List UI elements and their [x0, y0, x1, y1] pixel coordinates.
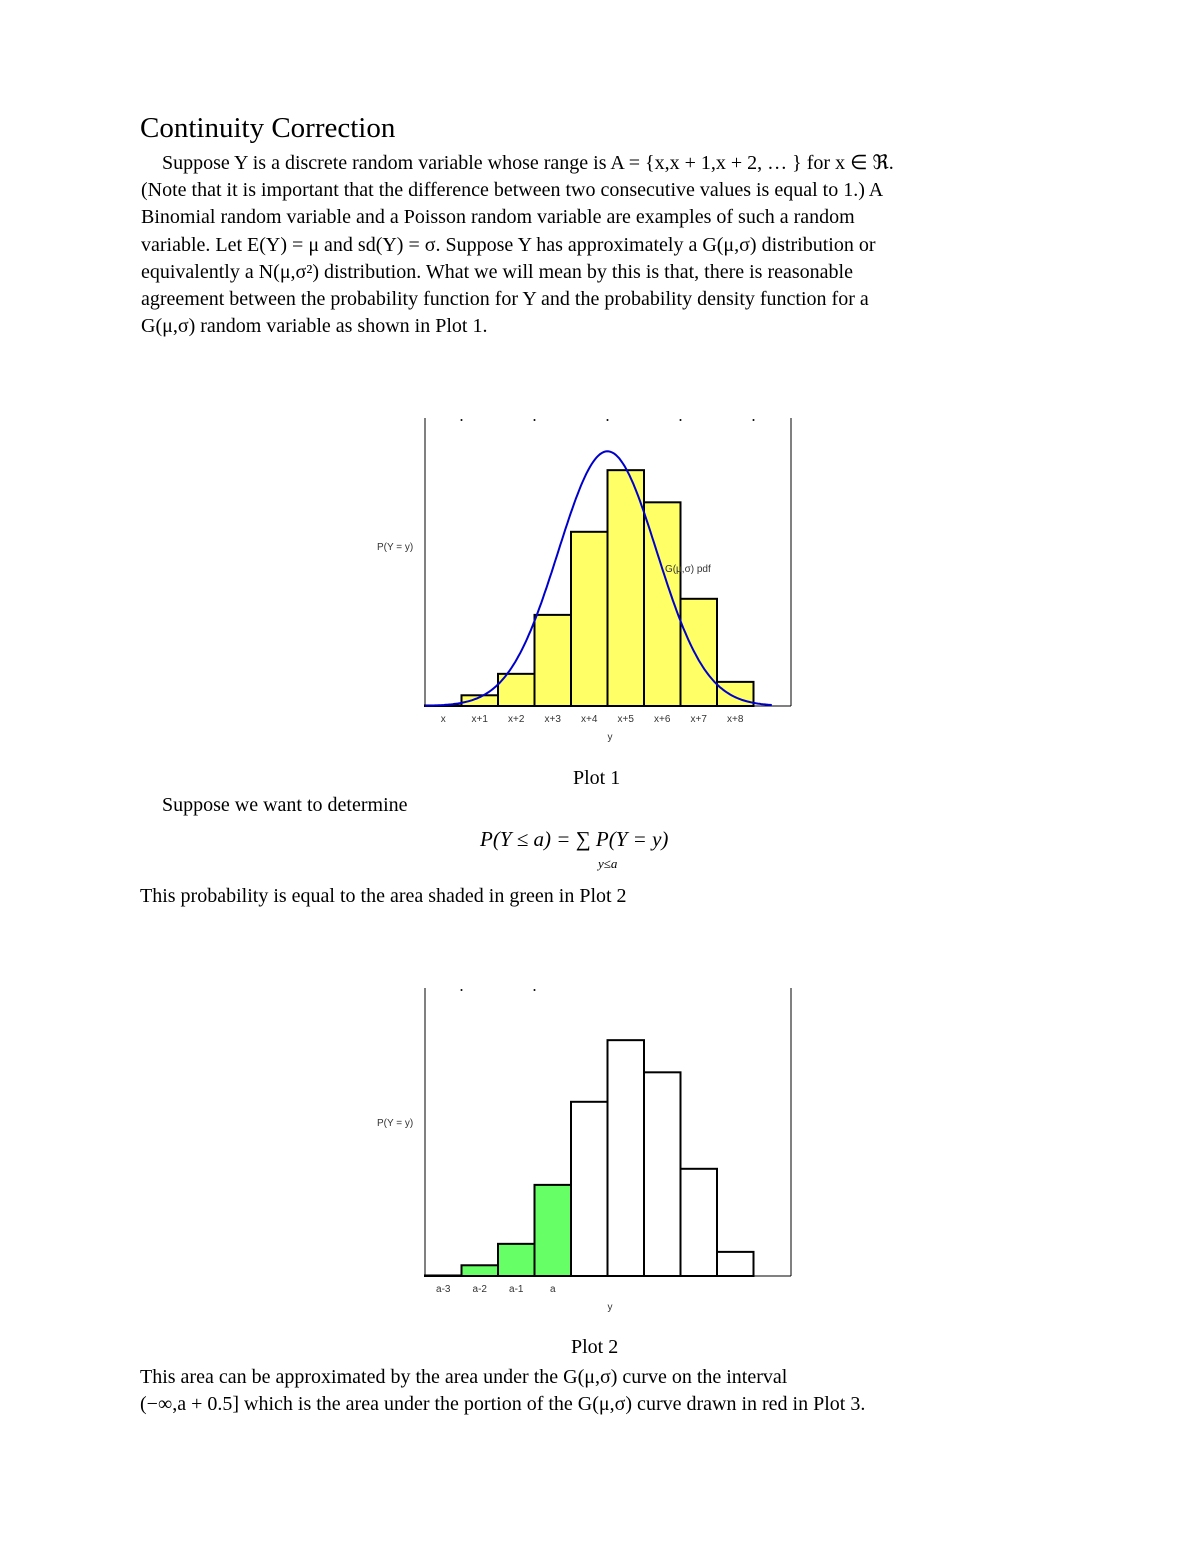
curve-label: G(μ,σ) pdf	[664, 564, 711, 575]
shade-text: This probability is equal to the area shaded in green in Plot 2	[140, 885, 627, 907]
bar	[681, 1169, 718, 1276]
plot2-chart	[370, 980, 810, 1320]
x-tick-label: a	[549, 1284, 556, 1295]
x-tick-label: a-3	[436, 1284, 451, 1295]
y-axis-label: P(Y = y)	[377, 542, 414, 553]
top-tick	[461, 989, 463, 991]
top-tick	[753, 419, 755, 421]
bar	[535, 1185, 572, 1276]
top-tick	[461, 419, 463, 421]
bar	[608, 470, 645, 706]
x-tick-label: x+7	[690, 714, 707, 725]
top-tick	[534, 989, 536, 991]
y-axis-label: P(Y = y)	[377, 1118, 414, 1129]
intro-paragraph	[141, 150, 894, 340]
bar	[608, 1040, 645, 1276]
x-tick-label: a-1	[509, 1284, 524, 1295]
intro-line: agreement between the probability function for Y and the probability density function for a	[141, 288, 869, 311]
intro-line: variable. Let E(Y) = μ and sd(Y) = σ. Suppose Y has approximately a G(μ,σ) distribution or	[141, 233, 876, 256]
bar	[498, 1244, 535, 1276]
formula: P(Y ≤ a) = ∑ P(Y = y)	[480, 827, 669, 851]
bar	[644, 1072, 681, 1276]
x-tick-label: x+8	[727, 714, 744, 725]
closing-line: (−∞,a + 0.5] which is the area under the portion of the G(μ,σ) curve drawn in red in Plot 3.	[140, 1393, 866, 1416]
bar	[717, 1252, 754, 1276]
plot1-caption: Plot 1	[573, 767, 621, 789]
x-tick-label: x+3	[544, 714, 561, 725]
page-title: Continuity Correction	[140, 112, 396, 144]
intro-line: equivalently a N(μ,σ²) distribution. What we will mean by this is that, there is reasonable	[141, 260, 853, 283]
plot2-caption: Plot 2	[571, 1336, 619, 1358]
bar	[535, 615, 572, 706]
bar	[425, 1275, 462, 1276]
x-tick-label: x+4	[581, 714, 598, 725]
top-tick	[680, 419, 682, 421]
intro-line: Binomial random variable and a Poisson random variable are examples of such a random	[141, 206, 855, 229]
intro-line: (Note that it is important that the difference between two consecutive values is equal to 1.) A	[141, 179, 884, 202]
x-tick-label: x+1	[471, 714, 488, 725]
formula-subscript: y≤a	[598, 856, 618, 871]
top-tick	[607, 419, 609, 421]
want-text: Suppose we want to determine	[162, 794, 408, 816]
intro-line: G(μ,σ) random variable as shown in Plot 1.	[141, 315, 488, 338]
intro-line: Suppose Y is a discrete random variable whose range is A = {x,x + 1,x + 2, … } for x ∈ ℜ.	[162, 152, 894, 174]
bar	[681, 599, 718, 706]
x-tick-label: x+2	[508, 714, 525, 725]
x-tick-label: x+5	[617, 714, 634, 725]
bar	[571, 532, 608, 706]
closing-paragraph	[140, 1364, 865, 1418]
x-axis-label: y	[607, 732, 613, 743]
plot1-chart	[370, 410, 810, 750]
closing-line: This area can be approximated by the area under the G(μ,σ) curve on the interval	[140, 1366, 788, 1388]
x-tick-label: a-2	[472, 1284, 487, 1295]
top-tick	[534, 419, 536, 421]
x-tick-label: x	[440, 714, 446, 725]
bar	[462, 1265, 499, 1276]
x-tick-label: x+6	[654, 714, 671, 725]
x-axis-label: y	[607, 1302, 613, 1313]
bar	[571, 1102, 608, 1276]
